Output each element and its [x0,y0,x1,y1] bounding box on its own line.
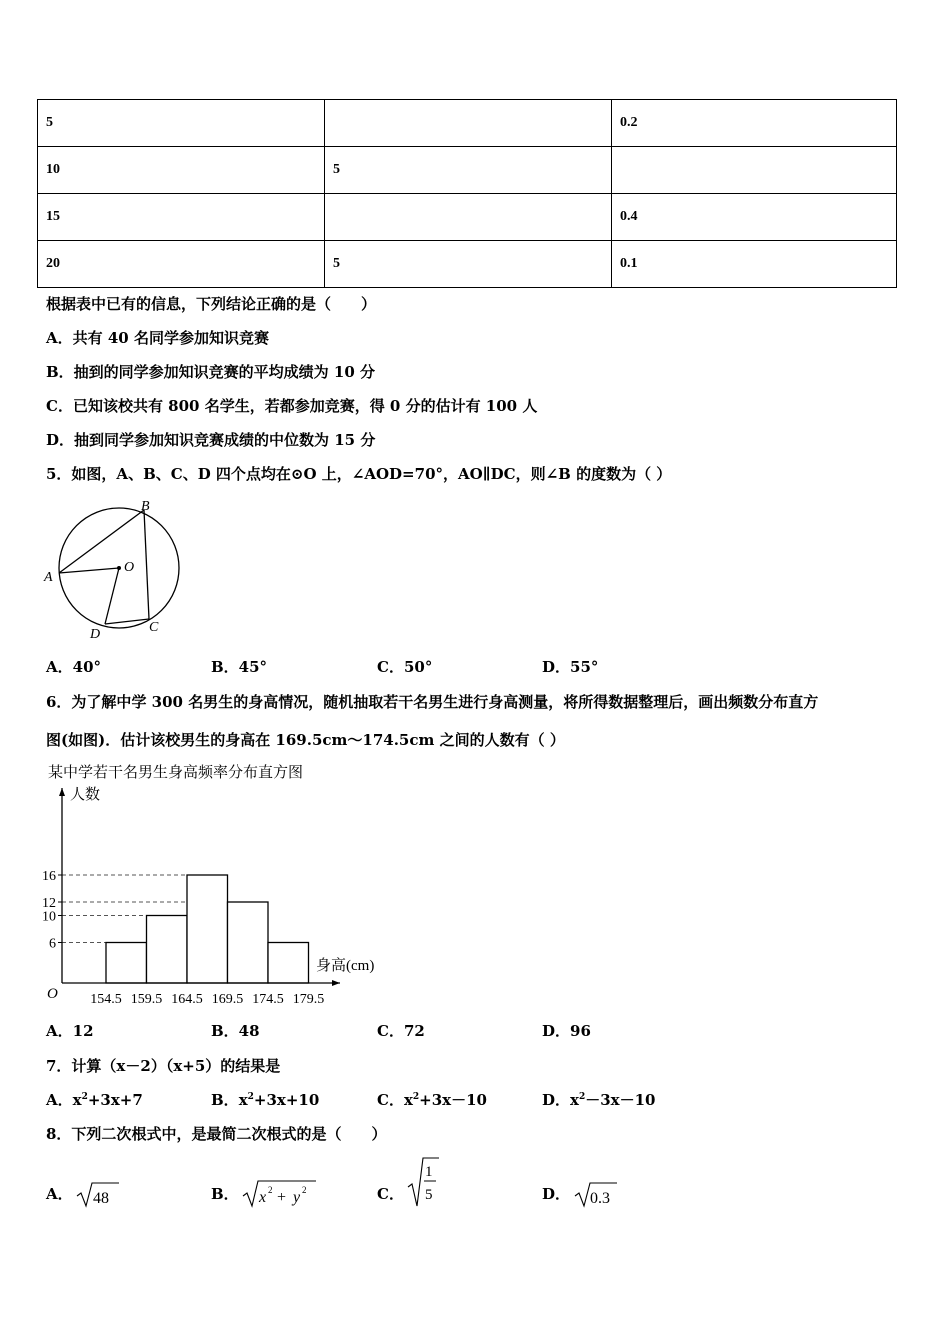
x-tick-label: 174.5 [252,992,284,1007]
table-cell: 0.2 [612,100,897,147]
histogram-bar [268,943,309,984]
table-cell: 5 [325,147,612,194]
q6-option-b: B．48 [211,1022,260,1040]
origin-label: O [47,986,58,1002]
histogram-bar [187,875,228,983]
q7-option-d-sup: 2 [578,1092,586,1102]
q8-option-b-xsup: 2 [268,1185,273,1195]
label-c: C [149,620,159,635]
table-cell: 5 [325,241,612,288]
segment-ao [59,568,119,573]
q7-option-b-rest: +3x+10 [253,1091,320,1109]
chart-title: 某中学若干名男生身高频率分布直方图 [48,765,304,781]
x-axis-arrow [332,980,340,986]
q7-option-a [46,1089,143,1110]
x-tick-label: 154.5 [90,992,122,1007]
table-cell: 15 [38,194,325,241]
q7-option-c [377,1089,487,1110]
label-d: D [90,627,101,642]
q8-option-a-radicand: 48 [93,1190,109,1207]
x-tick-label: 169.5 [211,992,244,1007]
q7-option-c-label: C． [377,1091,404,1109]
q8-option-a-label: A． [46,1185,73,1203]
table-cell: 0.4 [612,194,897,241]
q8-option-d-radicand: 0.3 [590,1190,610,1207]
q8-option-b-plus: + [277,1189,287,1206]
table-cell: 0.1 [612,241,897,288]
label-b: B [141,499,150,514]
score-table [37,99,897,288]
q5-option-a: A．40° [46,658,102,676]
q8-option-b-ysup: 2 [302,1185,307,1195]
q6-option-d: D．96 [542,1022,591,1040]
q8-option-c-num: 1 [425,1164,433,1180]
q7-option-b-sup: 2 [247,1092,254,1102]
q4-option-b: B．抽到的同学参加知识竞赛的平均成绩为 10 分 [46,363,375,381]
table-row [38,147,897,194]
table-row [38,100,897,147]
table-cell [325,194,612,241]
segment-bc [144,510,149,619]
q8-option-c-label: C． [377,1185,404,1203]
q8-option-b-y: y [293,1189,301,1206]
table-cell: 5 [38,100,325,147]
q6-stem-line2: 图(如图)．估计该校男生的身高在 169.5cm～174.5cm 之间的人数有（ ） [46,731,565,749]
q8-option-c-den: 5 [425,1187,433,1203]
q8-option-b-radical [240,1173,320,1211]
q5-option-c: C．50° [377,658,433,676]
table-cell: 20 [38,241,325,288]
histogram-chart [40,760,400,1010]
y-tick-label: 6 [49,936,56,952]
histogram-bar [147,916,188,984]
x-axis-label: 身高(cm) [316,958,375,974]
q8-option-b-x: x [259,1189,267,1206]
q7-option-b-x: x [238,1091,248,1109]
q6-stem-line1: 6．为了解中学 300 名男生的身高情况，随机抽取若干名男生进行身高测量，将所得数据整理后，画出频数分布直方 [46,693,819,711]
q8-option-c-radical [405,1154,445,1210]
circle-figure [40,495,190,645]
segment-od [105,568,119,624]
q4-option-c: C．已知该校共有 800 名学生，若都参加竞赛，得 0 分的估计有 100 人 [46,397,538,415]
q5-option-d: D．55° [542,658,599,676]
q7-option-d-x: x [570,1091,579,1109]
table-cell [325,100,612,147]
center-dot [117,566,121,570]
q7-option-d [542,1089,656,1110]
table-cell [612,147,897,194]
q7-option-c-x: x [403,1091,413,1109]
q8-stem: 8．下列二次根式中，是最简二次根式的是（ ） [46,1125,387,1143]
y-tick-label: 12 [42,896,56,911]
q5-option-b: B．45° [211,658,268,676]
q4-option-a: A．共有 40 名同学参加知识竞赛 [46,329,269,347]
q8-option-b-label: B． [211,1185,239,1203]
y-tick-label: 10 [42,909,56,925]
q4-option-d: D．抽到同学参加知识竞赛成绩的中位数为 15 分 [46,431,376,449]
table-row [38,194,897,241]
q6-option-c: C．72 [377,1022,425,1040]
q7-option-a-label: A． [46,1091,73,1109]
histogram-bar [106,943,147,984]
y-axis-label: 人数 [70,787,101,803]
q7-option-b [211,1089,319,1110]
q7-option-d-rest: －3x－10 [585,1091,656,1109]
x-tick-label: 179.5 [292,992,325,1007]
label-o: O [124,560,135,575]
q7-option-c-rest: +3x－10 [419,1091,487,1109]
y-axis-arrow [59,788,65,796]
x-tick-label: 164.5 [171,992,203,1007]
q7-option-a-rest: +3x+7 [87,1091,143,1109]
q4-stem: 根据表中已有的信息，下列结论正确的是（ ） [46,295,377,313]
q7-option-d-label: D． [542,1091,571,1109]
q7-option-c-sup: 2 [412,1092,420,1102]
label-a: A [44,570,53,585]
q8-option-d-radical [572,1176,622,1210]
q7-option-b-label: B． [211,1091,239,1109]
q5-stem: 5．如图，A、B、C、D 四个点均在⊙O 上，∠AOD=70°，AO∥DC，则∠B 的度数为（ ） [46,465,672,483]
q8-option-d-label: D． [542,1185,571,1203]
y-tick-label: 16 [42,869,56,884]
q7-stem: 7．计算（x－2）（x+5）的结果是 [46,1057,281,1075]
q8-option-a-radical [74,1176,124,1210]
table-cell: 10 [38,147,325,194]
table-row [38,241,897,288]
q7-option-a-x: x [72,1091,82,1109]
histogram-bar [228,902,269,983]
x-tick-label: 159.5 [130,992,163,1007]
q6-option-a: A．12 [46,1022,94,1040]
q7-option-a-sup: 2 [81,1092,88,1102]
